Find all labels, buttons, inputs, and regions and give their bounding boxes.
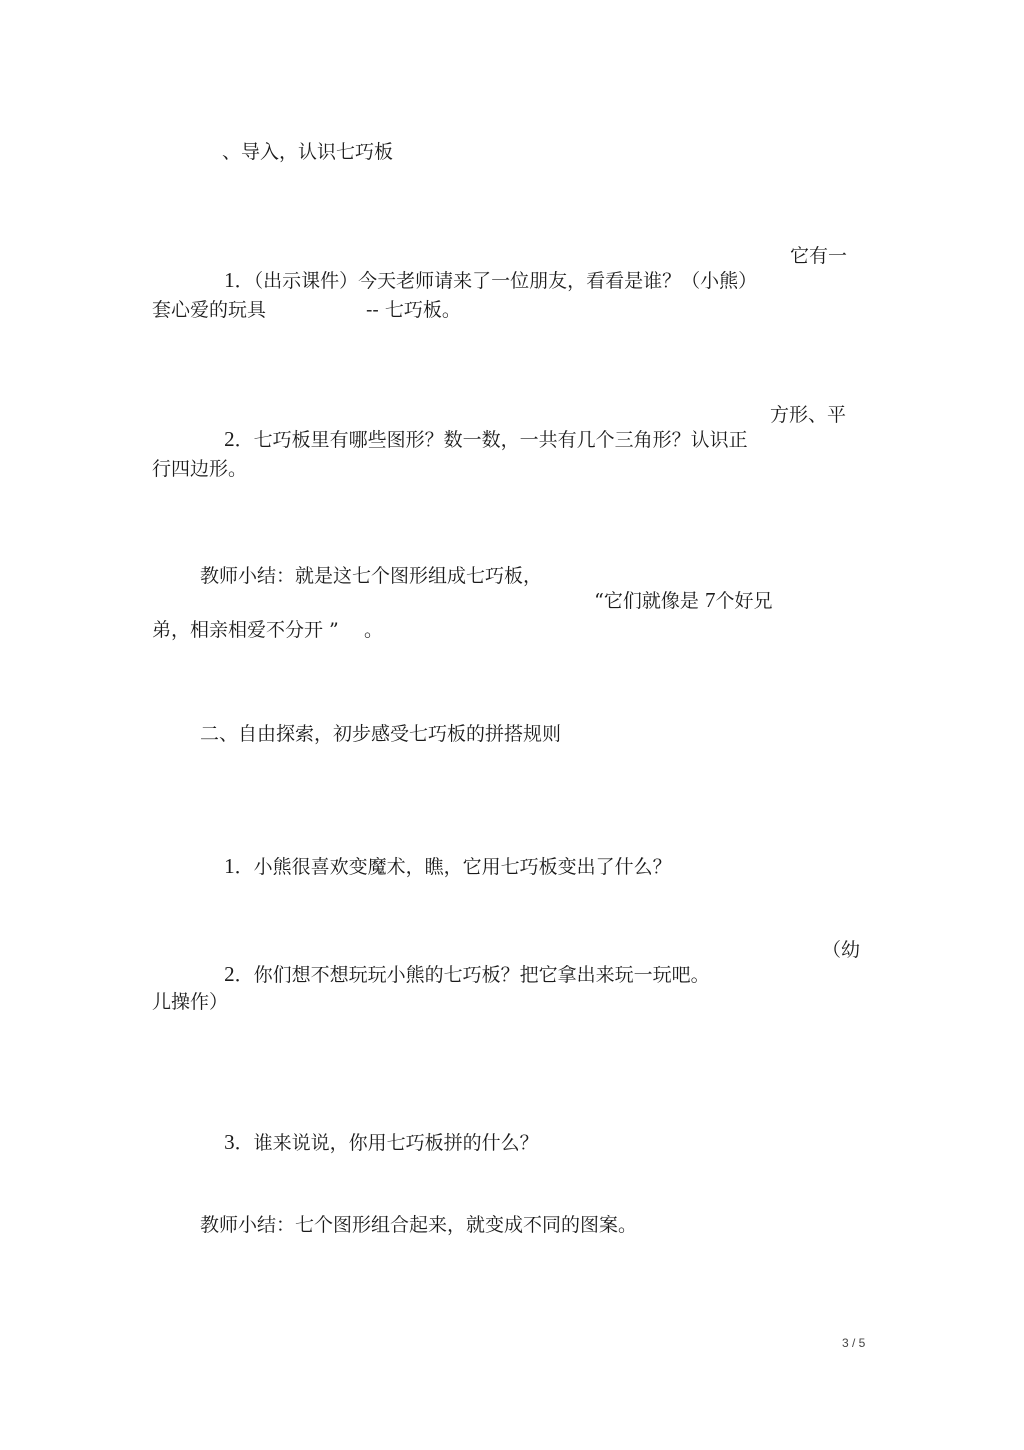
- item-number: 2: [224, 427, 235, 451]
- item-1-2-line-a: [200, 403, 748, 476]
- item-number: 3: [224, 1130, 235, 1154]
- item-1-2-line-a-tail: 方形、平: [770, 404, 847, 426]
- item-text: ．你们想不想玩玩小熊的七巧板？把它拿出来玩一玩吧。: [234, 964, 710, 986]
- item-text: ．（出示课件）今天老师请来了一位朋友，看看是谁？（小熊）: [234, 270, 758, 292]
- summary-1-line-b: 弟，相亲相爱不分开 ”: [152, 619, 339, 641]
- item-number: 1: [224, 854, 235, 878]
- item-number: 1: [224, 268, 235, 292]
- item-1-1-line-b: 套心爱的玩具: [152, 299, 267, 321]
- item-text: ．七巧板里有哪些图形？数一数，一共有几个三角形？认识正: [234, 429, 748, 451]
- summary-1-line-b-tail: 。: [364, 619, 384, 641]
- item-2-2-line-a: [200, 938, 710, 1011]
- page-indicator: 3 / 5: [842, 1336, 866, 1350]
- item-2-1: [200, 830, 672, 903]
- summary-1-quote: [570, 564, 772, 637]
- quote-number: 7: [704, 588, 716, 612]
- item-2-3: [200, 1106, 539, 1179]
- quote-text: “它们就像是: [594, 590, 699, 612]
- item-1-1-line-a-tail: 它有一: [790, 245, 848, 267]
- item-number: 2: [224, 962, 235, 986]
- item-text: ．小熊很喜欢变魔术，瞧，它用七巧板变出了什么？: [234, 856, 672, 878]
- summary-1-line-a: 教师小结：就是这七个图形组成七巧板，: [200, 565, 543, 587]
- item-2-2-line-b: 儿操作）: [152, 991, 229, 1013]
- item-1-2-line-b: 行四边形。: [152, 458, 248, 480]
- item-2-2-tail: （幼: [822, 939, 861, 961]
- item-text: ．谁来说说，你用七巧板拼的什么？: [234, 1132, 539, 1154]
- section-heading-2: 二、自由探索，初步感受七巧板的拼搭规则: [200, 723, 562, 745]
- summary-2: 教师小结：七个图形组合起来，就变成不同的图案。: [200, 1214, 638, 1236]
- quote-tail: 个好兄: [715, 590, 773, 612]
- section-heading-1: 、导入，认识七巧板: [222, 141, 394, 163]
- item-1-1-line-b-tail: -- 七巧板。: [366, 299, 461, 321]
- item-1-1-line-a: [200, 244, 757, 317]
